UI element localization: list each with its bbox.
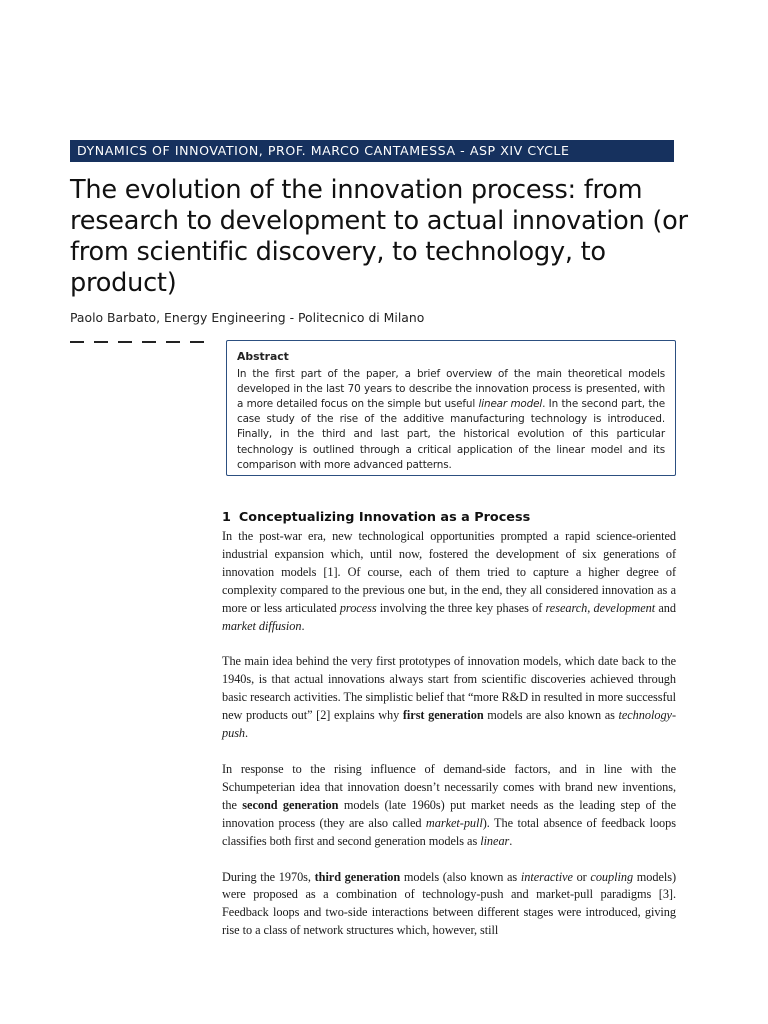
abstract-text: In the first part of the paper, a brief overview of the main theoretical models developed in the last 70 years to describe the innovation process is presented, with a more detailed focus on the simple but useful linear model. In the second part, the case study of the rise of the additive manufacturing technology is introduced. Finally, in the third and last part, the historical evolution of this particular technology is outlined through a critical application of the linear model and its comparison with more advanced patterns.: [237, 368, 666, 471]
body-text: [222, 528, 676, 958]
abstract-box: [226, 340, 676, 476]
section-heading: 1 Conceptualizing Innovation as a Process: [222, 510, 531, 525]
paragraph: The main idea behind the very first prototypes of innovation models, which date back to the 1940s, is that actual innovations always start from scientific discoveries achieved through basic research activities. The simplistic belief that “more R&D in resulted in more successful new products out” [2] explains why first generation models are also known as technology-push.: [222, 654, 676, 741]
paper-title: The evolution of the innovation process: from research to development to actual innovation (or from scientific discovery, to technology, to product): [70, 175, 688, 298]
journal-banner: DYNAMICS OF INNOVATION, PROF. MARCO CANTAMESSA - ASP XIV CYCLE: [70, 140, 674, 162]
paragraph: During the 1970s, third generation models (also known as interactive or coupling models) were proposed as a combination of technology-push and market-pull paradigms [3]. Feedback loops and two-side interactions between different stages were introduced, giving rise to a class of network structures which, however, still: [222, 869, 676, 938]
author-line: Paolo Barbato, Energy Engineering - Politecnico di Milano: [70, 310, 425, 325]
paragraph: In response to the rising influence of demand-side factors, and in line with the Schumpeterian idea that innovation doesn’t necessarily comes with brand new inventions, the second generation models (late 1960s) put market needs as the leading step of the innovation process (they are also called market-pull). The total absence of feedback loops classifies both first and second generation models as linear.: [222, 761, 677, 848]
paragraph: In the post-war era, new technological opportunities prompted a rapid science-oriented industrial expansion which, until now, fostered the development of six generations of innovation models [1]. Of course, each of them tried to capture a higher degree of complexity compared to the previous one but, in the end, they all considered innovation as a more or less articulated process involving the three key phases of research, development and market diffusion.: [222, 529, 676, 633]
abstract-heading: Abstract: [237, 350, 289, 363]
